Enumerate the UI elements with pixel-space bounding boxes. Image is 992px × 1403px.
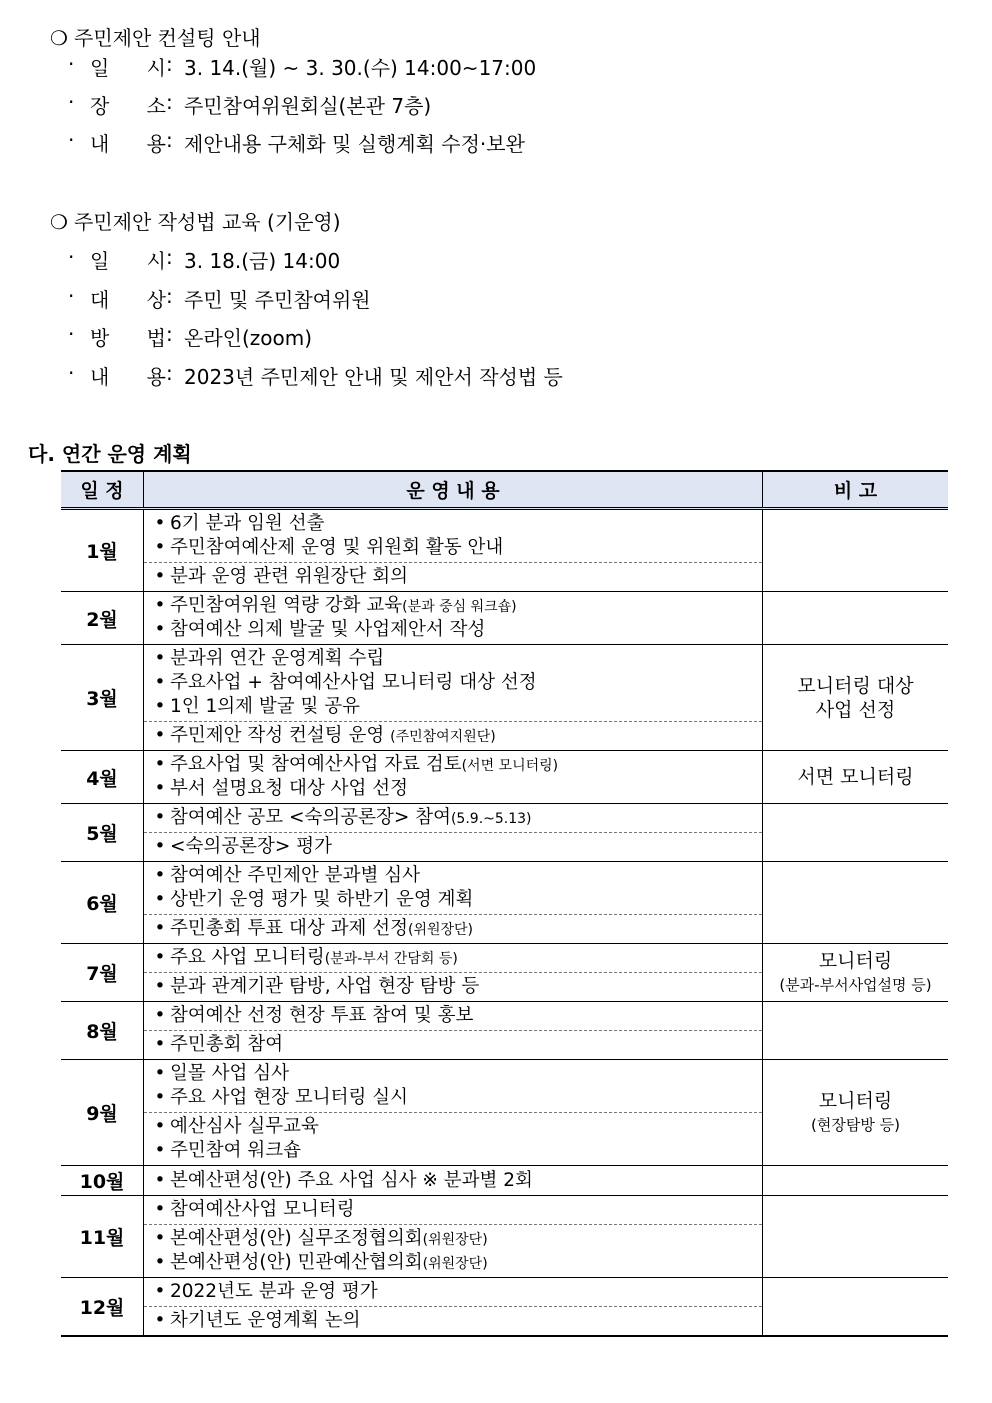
info-item: · 대 상 : 주민 및 주민참여위원 <box>68 284 371 312</box>
list-item <box>150 536 762 560</box>
item-subtext: (주민참여지원단) <box>390 729 496 745</box>
bullet-icon: • <box>154 1199 166 1220</box>
info-item: · 방 법 : 온라인(zoom) <box>68 322 313 350</box>
info-item: · 일 시 : 3. 14.(월) ~ 3. 30.(수) 14:00~17:00 <box>68 52 537 80</box>
item-text: 1인 1의제 발굴 및 공유 <box>170 696 361 717</box>
content-cell <box>144 1196 763 1278</box>
content-group <box>144 944 762 972</box>
table-row <box>61 804 948 862</box>
label-일시: 일 시 <box>90 56 166 80</box>
table-row <box>61 1196 948 1278</box>
content-cell <box>144 1002 763 1060</box>
item-text: 주민제안 작성 컨설팅 운영 <box>170 725 391 746</box>
content-cell <box>144 1278 763 1337</box>
list-item <box>150 1086 762 1110</box>
list-item <box>150 864 762 888</box>
list-item <box>150 806 762 830</box>
item-text: 2022년도 분과 운영 평가 <box>170 1281 378 1302</box>
bullet-icon: • <box>154 672 166 693</box>
item-text: 분과위 연간 운영계획 수립 <box>170 648 385 669</box>
bullet-icon: • <box>154 1034 166 1055</box>
month-cell: 4월 <box>61 751 144 804</box>
item-text: <숙의공론장> 평가 <box>170 836 332 857</box>
bullet-icon: • <box>154 537 166 558</box>
note-cell <box>763 944 949 1002</box>
table-row <box>61 751 948 804</box>
list-item <box>150 753 762 777</box>
item-subtext: (위원장단) <box>422 1232 488 1248</box>
content-group <box>144 832 762 861</box>
list-item <box>150 565 762 589</box>
note-cell <box>763 1166 949 1196</box>
item-text: 본예산편성(안) 주요 사업 심사 ※ 분과별 2회 <box>170 1169 533 1191</box>
list-item <box>150 835 762 859</box>
item-text: 참여예산 공모 <숙의공론장> 참여 <box>170 807 451 828</box>
month-cell: 10월 <box>61 1166 144 1196</box>
table-row <box>61 1060 948 1166</box>
section-heading: 다. 연간 운영 계획 <box>28 442 192 466</box>
list-item <box>150 647 762 671</box>
note-text: 모니터링 <box>818 949 893 972</box>
bullet-icon: • <box>154 1310 166 1331</box>
item-text: 주요사업 및 참여예산사업 자료 검토 <box>170 754 462 775</box>
content-cell <box>144 1166 763 1196</box>
month-cell: 11월 <box>61 1196 144 1278</box>
list-item <box>150 1004 762 1028</box>
content-cell <box>144 944 763 1002</box>
note-cell <box>763 1278 949 1337</box>
list-item <box>150 917 762 941</box>
list-item <box>150 1115 762 1139</box>
content-group <box>144 972 762 1001</box>
section-title <box>50 22 261 51</box>
bullet-icon: • <box>154 947 166 968</box>
item-text: 주요사업 + 참여예산사업 모니터링 대상 선정 <box>170 672 537 693</box>
item-text: 주요 사업 현장 모니터링 실시 <box>170 1087 408 1108</box>
item-text: 참여예산 의제 발굴 및 사업제안서 작성 <box>170 619 486 640</box>
bullet-icon: • <box>154 1140 166 1161</box>
content-group <box>144 1002 762 1030</box>
list-item <box>150 695 762 719</box>
content-group <box>144 862 762 914</box>
note-cell <box>763 804 949 862</box>
note-subtext: (현장탐방 등) <box>811 1115 900 1134</box>
bullet-icon: • <box>154 778 166 799</box>
note-subtext: (분과-부서사업설명 등) <box>779 975 932 994</box>
bullet-icon: • <box>154 696 166 717</box>
list-item <box>150 1227 762 1251</box>
bullet-icon: • <box>154 1116 166 1137</box>
item-subtext: (분과 중심 워크숍) <box>402 599 517 615</box>
item-subtext: (분과-부서 간담회 등) <box>324 951 458 967</box>
note-cell <box>763 862 949 944</box>
content-group <box>144 1224 762 1277</box>
month-cell: 12월 <box>61 1278 144 1337</box>
content-group <box>144 914 762 943</box>
bullet-icon: • <box>154 836 166 857</box>
list-item <box>150 724 762 748</box>
item-text: 주민참여 워크숍 <box>170 1140 301 1161</box>
bullet-icon: • <box>154 976 166 997</box>
annual-plan-table <box>61 470 948 1337</box>
note-cell <box>763 1002 949 1060</box>
label-장소: 장 소 <box>90 94 166 118</box>
list-item <box>150 888 762 912</box>
bullet-icon: • <box>154 889 166 910</box>
list-item <box>150 1169 762 1193</box>
bullet-icon: • <box>154 1005 166 1026</box>
content-cell <box>144 509 763 592</box>
month-cell: 3월 <box>61 645 144 751</box>
item-text: 본예산편성(안) 실무조정협의회 <box>170 1228 423 1249</box>
item-text: 부서 설명요청 대상 사업 선정 <box>170 778 408 799</box>
item-text: 본예산편성(안) 민관예산협의회 <box>170 1252 423 1273</box>
info-item: · 내 용 : 2023년 주민제안 안내 및 제안서 작성법 등 <box>68 361 563 389</box>
table-header-row <box>61 471 948 509</box>
list-item <box>150 1139 762 1163</box>
info-item: · 일 시 : 3. 18.(금) 14:00 <box>68 245 341 273</box>
note-cell <box>763 751 949 804</box>
education-title: 주민제안 작성법 교육 (기운영) <box>74 210 341 234</box>
list-item <box>150 975 762 999</box>
header-note: 비 고 <box>763 471 949 509</box>
month-cell: 2월 <box>61 592 144 645</box>
header-schedule: 일 정 <box>61 471 144 509</box>
table-row <box>61 645 948 751</box>
item-text: 예산심사 실무교육 <box>170 1116 319 1137</box>
list-item <box>150 1033 762 1057</box>
bullet-icon: • <box>154 648 166 669</box>
list-item <box>150 618 762 642</box>
note-cell <box>763 1060 949 1166</box>
item-subtext: (5.9.~5.13) <box>450 811 532 827</box>
bullet-icon: • <box>154 754 166 775</box>
bullet-icon: • <box>154 1087 166 1108</box>
content-group <box>144 1167 762 1195</box>
item-text: 분과 운영 관련 위원장단 회의 <box>170 566 408 587</box>
bullet-icon: • <box>154 1252 166 1273</box>
label-내용: 내 용 <box>90 132 166 156</box>
item-subtext: (서면 모니터링) <box>461 758 559 774</box>
item-text: 6기 분과 임원 선출 <box>170 513 325 534</box>
circle-bullet-icon: ❍ <box>50 26 68 50</box>
item-text: 일몰 사업 심사 <box>170 1063 289 1084</box>
bullet-icon: • <box>154 725 166 746</box>
content-group <box>144 751 762 803</box>
content-cell <box>144 645 763 751</box>
header-content: 운 영 내 용 <box>144 471 763 509</box>
content-group <box>144 1030 762 1059</box>
list-item <box>150 1280 762 1304</box>
bullet-icon: • <box>154 1063 166 1084</box>
table-row <box>61 509 948 592</box>
list-item <box>150 512 762 536</box>
month-cell: 5월 <box>61 804 144 862</box>
bullet-icon: • <box>154 566 166 587</box>
content-group <box>144 721 762 750</box>
table-row <box>61 1278 948 1337</box>
item-text: 차기년도 운영계획 논의 <box>170 1310 361 1331</box>
content-group <box>144 645 762 721</box>
content-group <box>144 1278 762 1306</box>
item-text: 참여예산 선정 현장 투표 참여 및 홍보 <box>170 1005 474 1026</box>
table-row <box>61 1166 948 1196</box>
content-group <box>144 1196 762 1224</box>
list-item <box>150 671 762 695</box>
table-row <box>61 944 948 1002</box>
bullet-icon: • <box>154 513 166 534</box>
bullet-icon: • <box>154 595 166 616</box>
item-subtext: (위원장단) <box>422 1256 488 1272</box>
note-cell <box>763 645 949 751</box>
consulting-title: 주민제안 컨설팅 안내 <box>74 26 261 50</box>
content-cell <box>144 592 763 645</box>
month-cell: 9월 <box>61 1060 144 1166</box>
info-item: · 내 용 : 제안내용 구체화 및 실행계획 수정·보완 <box>68 128 525 156</box>
circle-bullet-icon: ❍ <box>50 210 68 234</box>
content-group <box>144 804 762 832</box>
item-text: 분과 관계기관 탐방, 사업 현장 탐방 등 <box>170 976 480 997</box>
content-group <box>144 1306 762 1335</box>
list-item <box>150 594 762 618</box>
content-cell <box>144 804 763 862</box>
note-text: 모니터링 <box>818 1089 893 1112</box>
content-group <box>144 510 762 562</box>
list-item <box>150 1309 762 1333</box>
content-group <box>144 592 762 644</box>
table-row <box>61 1002 948 1060</box>
content-group <box>144 1060 762 1112</box>
bullet-icon: • <box>154 1281 166 1302</box>
list-item <box>150 777 762 801</box>
note-cell <box>763 509 949 592</box>
item-text: 주민참여위원 역량 강화 교육 <box>170 595 403 616</box>
content-group <box>144 1112 762 1165</box>
item-subtext: (위원장단) <box>407 922 474 938</box>
bullet-icon: • <box>154 807 166 828</box>
item-text: 주민총회 참여 <box>170 1034 284 1055</box>
table-row <box>61 862 948 944</box>
content-cell <box>144 751 763 804</box>
month-cell: 8월 <box>61 1002 144 1060</box>
month-cell: 1월 <box>61 509 144 592</box>
table-row <box>61 592 948 645</box>
list-item <box>150 1062 762 1086</box>
content-cell <box>144 862 763 944</box>
note-text: 서면 모니터링 <box>797 766 914 788</box>
content-cell <box>144 1060 763 1166</box>
bullet-icon: • <box>154 1169 166 1191</box>
list-item <box>150 946 762 970</box>
list-item <box>150 1198 762 1222</box>
content-group <box>144 562 762 591</box>
item-text: 참여예산 주민제안 분과별 심사 <box>170 865 420 886</box>
list-item <box>150 1251 762 1275</box>
item-text: 상반기 운영 평가 및 하반기 운영 계획 <box>170 889 474 910</box>
item-text: 주민참여예산제 운영 및 위원회 활동 안내 <box>170 537 504 558</box>
note-cell <box>763 592 949 645</box>
item-text: 주요 사업 모니터링 <box>170 947 325 968</box>
bullet-icon: • <box>154 619 166 640</box>
note-text: 모니터링 대상 사업 선정 <box>797 674 914 721</box>
bullet-icon: • <box>154 918 166 939</box>
item-text: 참여예산사업 모니터링 <box>170 1199 355 1220</box>
bullet-icon: • <box>154 865 166 886</box>
info-item: · 장 소 : 주민참여위원회실(본관 7층) <box>68 90 432 118</box>
note-cell <box>763 1196 949 1278</box>
month-cell: 7월 <box>61 944 144 1002</box>
section-title <box>50 206 341 235</box>
item-text: 주민총회 투표 대상 과제 선정 <box>170 918 408 939</box>
bullet-icon: • <box>154 1228 166 1249</box>
month-cell: 6월 <box>61 862 144 944</box>
